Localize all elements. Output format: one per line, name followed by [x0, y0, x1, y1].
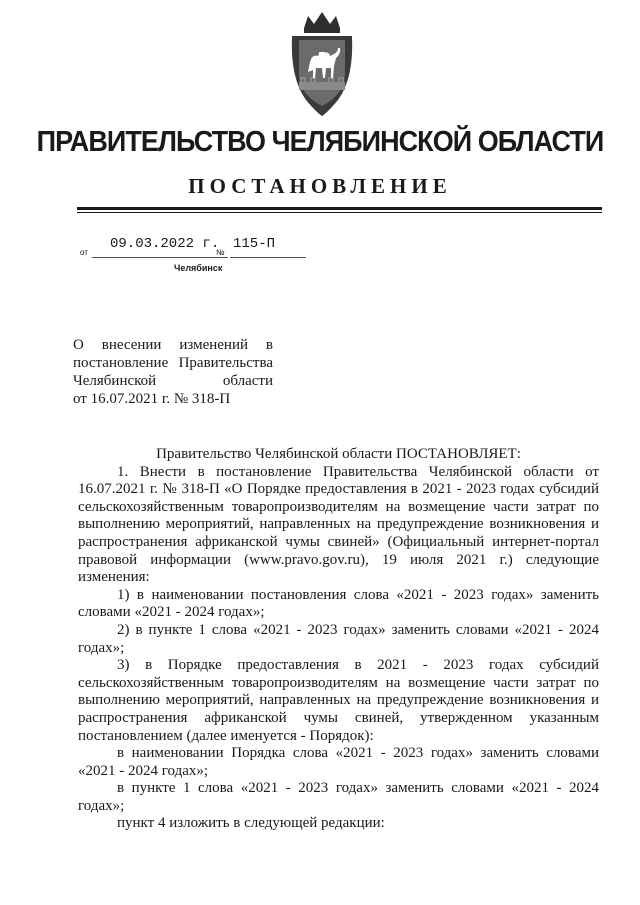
- body-paragraph: 1) в наименовании постановления слова «2021 - 2023 годах» заменить словами «2021 - 2024 годах»;: [78, 586, 599, 621]
- subject-line: Челябинской области: [73, 373, 273, 389]
- body-paragraph: в наименовании Порядка слова «2021 - 2023 годах» заменить словами «2021 - 2024 годах»;: [78, 745, 599, 779]
- document-subject: [73, 336, 273, 408]
- coat-of-arms-icon: [286, 8, 358, 120]
- date-number-row: [80, 236, 320, 260]
- body-paragraph: 2) в пункте 1 слова «2021 - 2023 годах» заменить словами «2021 - 2024 годах»;: [78, 621, 599, 656]
- document-type: ПОСТАНОВЛЕНИЕ: [188, 174, 452, 198]
- body-paragraph: в пункте 1 слова «2021 - 2023 годах» заменить словами «2021 - 2024 годах»;: [78, 780, 599, 814]
- date-prefix: от: [80, 248, 88, 257]
- document-date: 09.03.2022 г.: [110, 236, 220, 252]
- subject-line: от 16.07.2021 г. № 318-П: [73, 391, 231, 407]
- city: Челябинск: [174, 263, 223, 273]
- header-rule-thick: [77, 207, 602, 210]
- government-title: ПРАВИТЕЛЬСТВО ЧЕЛЯБИНСКОЙ ОБЛАСТИ: [36, 126, 604, 158]
- body-paragraph: 3) в Порядке предоставления в 2021 - 2023 годах субсидий сельскохозяйственным товаропроизводителям на возмещение части затрат по выполнению мероприятий, направленных на предупреждение возникновения и распространения африканской чумы свиней, утвержденном указанным постановлением (далее именуется - Порядок):: [78, 657, 599, 744]
- number-prefix: №: [216, 248, 225, 257]
- body-paragraph: пункт 4 изложить в следующей редакции:: [117, 815, 385, 832]
- document-number: 115-П: [233, 236, 276, 252]
- subject-line: постановление Правительства: [73, 355, 273, 371]
- header-rule-thin: [77, 212, 602, 213]
- subject-line: О внесении изменений в: [73, 337, 273, 353]
- preamble: Правительство Челябинской области ПОСТАНОВЛЯЕТ:: [156, 446, 521, 462]
- body-paragraph: 1. Внести в постановление Правительства Челябинской области от 16.07.2021 г. № 318-П «О Порядке предоставления в 2021 - 2023 годах субсидий сельскохозяйственным товаропроизводителям на возмещение части затрат по выполнению мероприятий, направленных на предупреждение возникновения и распространения африканской чумы свиней» (Официальный интернет-портал правовой информации (www.pravo.gov.ru), 19 июля 2021 г.) следующие изменения:: [78, 463, 599, 586]
- document-body: [78, 446, 599, 833]
